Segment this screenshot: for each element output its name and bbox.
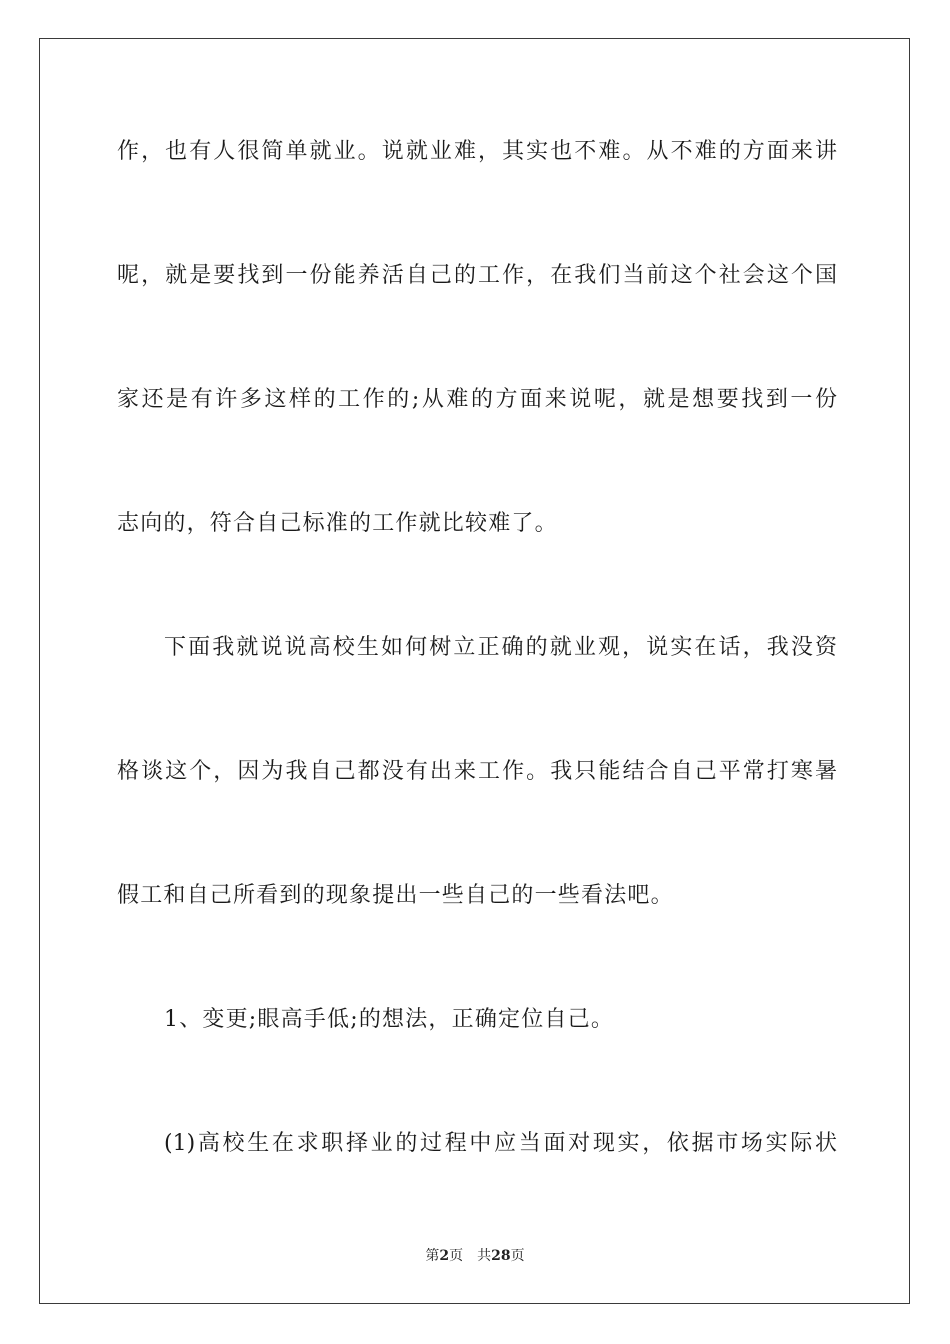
body-text-line: 假工和自己所看到的现象提出一些自己的一些看法吧。 [117,883,674,908]
body-text-line: 家还是有许多这样的工作的;从难的方面来说呢，就是想要找到一份 [117,387,837,412]
page-prefix: 第 [425,1248,440,1264]
body-text-line: 志向的，符合自己标准的工作就比较难了。 [117,511,558,536]
page-footer [0,1247,950,1265]
body-text-line: 呢，就是要找到一份能养活自己的工作，在我们当前这个社会这个国 [117,263,837,288]
total-pages: 28 [491,1248,511,1264]
body-text-line: 作，也有人很简单就业。说就业难，其实也不难。从不难的方面来讲 [117,139,837,164]
page-number: 2 [439,1248,450,1264]
numbered-heading: 1、变更;眼高手低;的想法，正确定位自己。 [164,1007,615,1032]
page-suffix: 页 [449,1248,464,1264]
paragraph-first-line: 下面我就说说高校生如何树立正确的就业观，说实在话，我没资 [164,635,837,660]
total-prefix: 共 [477,1248,492,1264]
list-item-first-line: (1)高校生在求职择业的过程中应当面对现实，依据市场实际状 [164,1131,837,1156]
total-suffix: 页 [510,1248,525,1264]
body-text-line: 格谈这个，因为我自己都没有出来工作。我只能结合自己平常打寒暑 [117,759,837,784]
page-border [39,38,910,1304]
